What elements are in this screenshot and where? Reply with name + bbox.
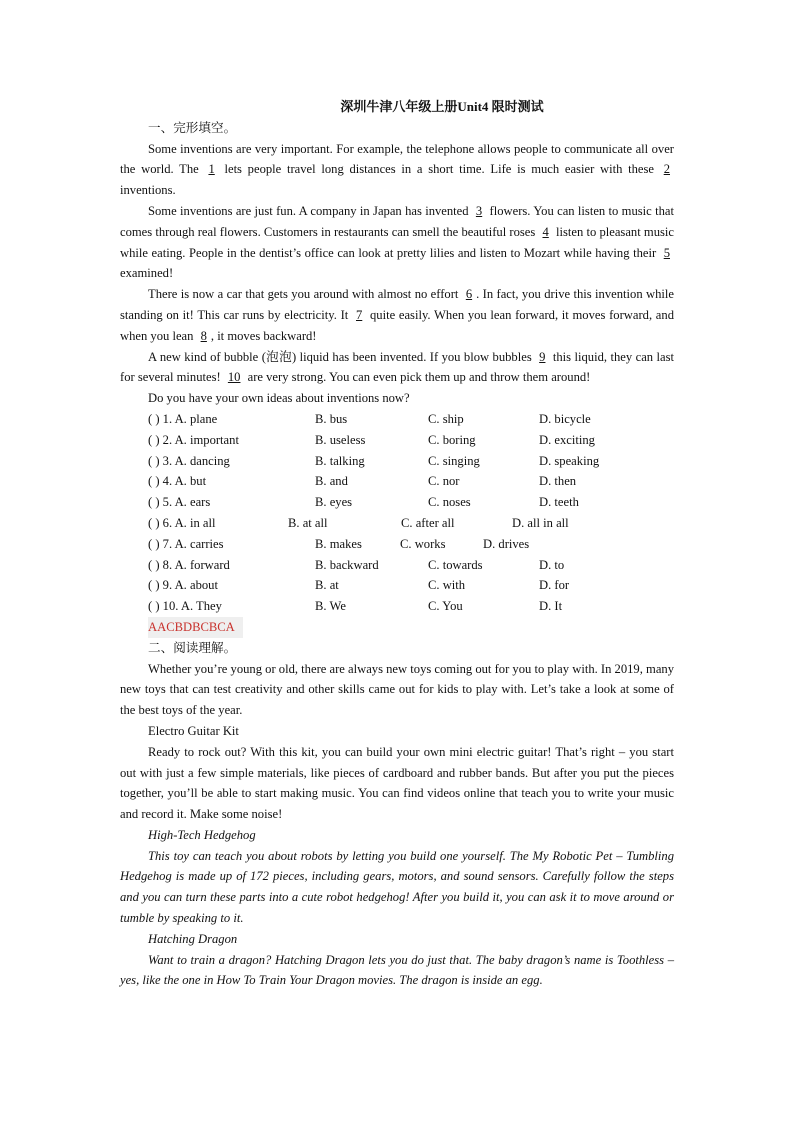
text: . In fact, you drive this invention while standing on it! This car runs by electricity. It [120,287,674,322]
text: There is now a car that gets you around with almost no effort [148,287,462,302]
option-c: C. noses [428,495,471,510]
blank-5: 5 [663,245,670,260]
option-question: ( ) 2. A. important [148,432,239,447]
option-question: ( ) 4. A. but [148,474,207,489]
cloze-paragraph-4 [120,347,674,389]
reading-intro: Whether you’re young or old, there are always new toys coming out for you to play with. In 2019, many new toys that can test creativity and other skills came out for kids to play with. Let’s take a look at some of the best toys of the year. [120,661,675,718]
option-d: D. It [539,599,563,614]
option-b: B. makes [315,536,362,551]
worksheet-title: 深圳牛津八年级上册Unit4 限时测试 [340,99,544,114]
text: , it moves backward! [210,328,317,343]
reading-heading-dragon: Hatching Dragon [148,931,238,946]
blank-8: 8 [200,328,207,343]
option-d: D. all in all [512,515,569,530]
reading-text-dragon: Want to train a dragon? Hatching Dragon lets you do just that. The baby dragon’s name is Toothless – yes, like the one in How To Train Your Dragon movies. The dragon is inside an egg. [120,952,674,988]
worksheet-content [120,97,674,991]
blank-6: 6 [465,287,473,302]
option-c: C. ship [428,411,464,426]
blank-10: 10 [227,370,241,385]
option-d: D. then [539,474,577,489]
text: A new kind of bubble (泡泡) liquid has been invented. If you blow bubbles [148,349,536,364]
text: quite easily. When you lean forward, it moves forward, and when you lean [120,307,674,343]
option-d: D. bicycle [539,411,591,426]
option-row-3 [120,451,674,472]
cloze-paragraph-2 [120,201,674,284]
text: flowers. You can listen to music that comes through real flowers. Customers in restaurants can smell the beautiful roses [120,203,674,239]
text: listen to pleasant music while eating. People in the dentist’s office can look at pretty lilies and listen to Mozart while having their [120,224,674,260]
option-d: D. teeth [539,495,579,510]
cloze-paragraph-1 [120,139,674,201]
option-b: B. eyes [315,495,353,510]
text: Some inventions are just fun. A company in Japan has invented [148,203,472,218]
option-d: D. for [539,578,570,593]
blank-7: 7 [355,307,363,322]
reading-heading-hedgehog: High-Tech Hedgehog [148,827,256,842]
answer-key: AACBDBCBCA [148,617,243,638]
option-b: B. at all [288,515,328,530]
option-b: B. and [315,474,348,489]
option-question: ( ) 3. A. dancing [148,453,230,468]
option-row-8 [120,555,674,576]
option-c: C. works [400,536,446,551]
option-d: D. to [539,557,565,572]
section-reading-heading: 二、阅读理解。 [148,640,237,655]
option-row-9 [120,575,674,596]
cloze-paragraph-3 [120,284,674,346]
option-b: B. backward [315,557,379,572]
blank-3: 3 [475,203,483,218]
text: this liquid, they can last for several minutes! [120,349,675,385]
option-c: C. after all [401,515,455,530]
reading-text-guitar: Ready to rock out? With this kit, you can build your own mini electric guitar! That’s right – you start out with just a few simple materials, like pieces of cardboard and rubber bands. But after you put the pieces together, you’ll be able to start making music. You can find videos online that teach you to write your music and record it. Make some noise! [120,744,674,822]
option-question: ( ) 5. A. ears [148,495,211,510]
text: lets people travel long distances in a short time. Life is much easier with these [218,162,660,177]
blank-1: 1 [208,162,215,177]
cloze-question: Do you have your own ideas about inventions now? [148,391,410,406]
option-question: ( ) 6. A. in all [148,515,216,530]
option-d: D. speaking [539,453,600,468]
option-question: ( ) 10. A. They [148,599,222,614]
option-b: B. talking [315,453,365,468]
option-row-1 [120,409,674,430]
option-c: C. You [428,599,463,614]
option-d: D. exciting [539,432,595,447]
option-row-2 [120,430,674,451]
reading-text-hedgehog: This toy can teach you about robots by letting you build one yourself. The My Robotic Pet – Tumbling Hedgehog is made up of 172 pieces, including gears, motors, and sound sensors. Carefully follow the steps and you can turn these parts into a cute robot hedgehog! After you build it, you can ask it to move around or tumble by speaking to it. [120,848,674,926]
option-c: C. nor [428,474,460,489]
option-row-6 [120,513,674,534]
option-question: ( ) 7. A. carries [148,536,224,551]
option-b: B. useless [315,432,366,447]
text: examined! [120,266,174,281]
option-b: B. We [315,599,346,614]
option-question: ( ) 1. A. plane [148,411,218,426]
option-b: B. at [315,578,339,593]
option-d: D. drives [483,536,530,551]
option-row-5 [120,492,674,513]
option-c: C. with [428,578,466,593]
option-question: ( ) 9. A. about [148,578,218,593]
text: Some inventions are very important. For example, the telephone allows people to communicate all over the world. The [120,141,674,177]
blank-4: 4 [542,224,549,239]
reading-heading-guitar: Electro Guitar Kit [148,723,239,738]
option-row-4 [120,471,674,492]
blank-9: 9 [539,349,546,364]
option-b: B. bus [315,411,348,426]
text: are very strong. You can even pick them up and throw them around! [244,370,591,385]
blank-2: 2 [663,162,670,177]
option-question: ( ) 8. A. forward [148,557,230,572]
text: inventions. [120,183,176,198]
option-row-10 [120,596,674,617]
option-c: C. singing [428,453,480,468]
option-c: C. boring [428,432,476,447]
option-row-7 [120,534,674,555]
option-c: C. towards [428,557,483,572]
section-cloze-heading: 一、完形填空。 [148,120,237,135]
